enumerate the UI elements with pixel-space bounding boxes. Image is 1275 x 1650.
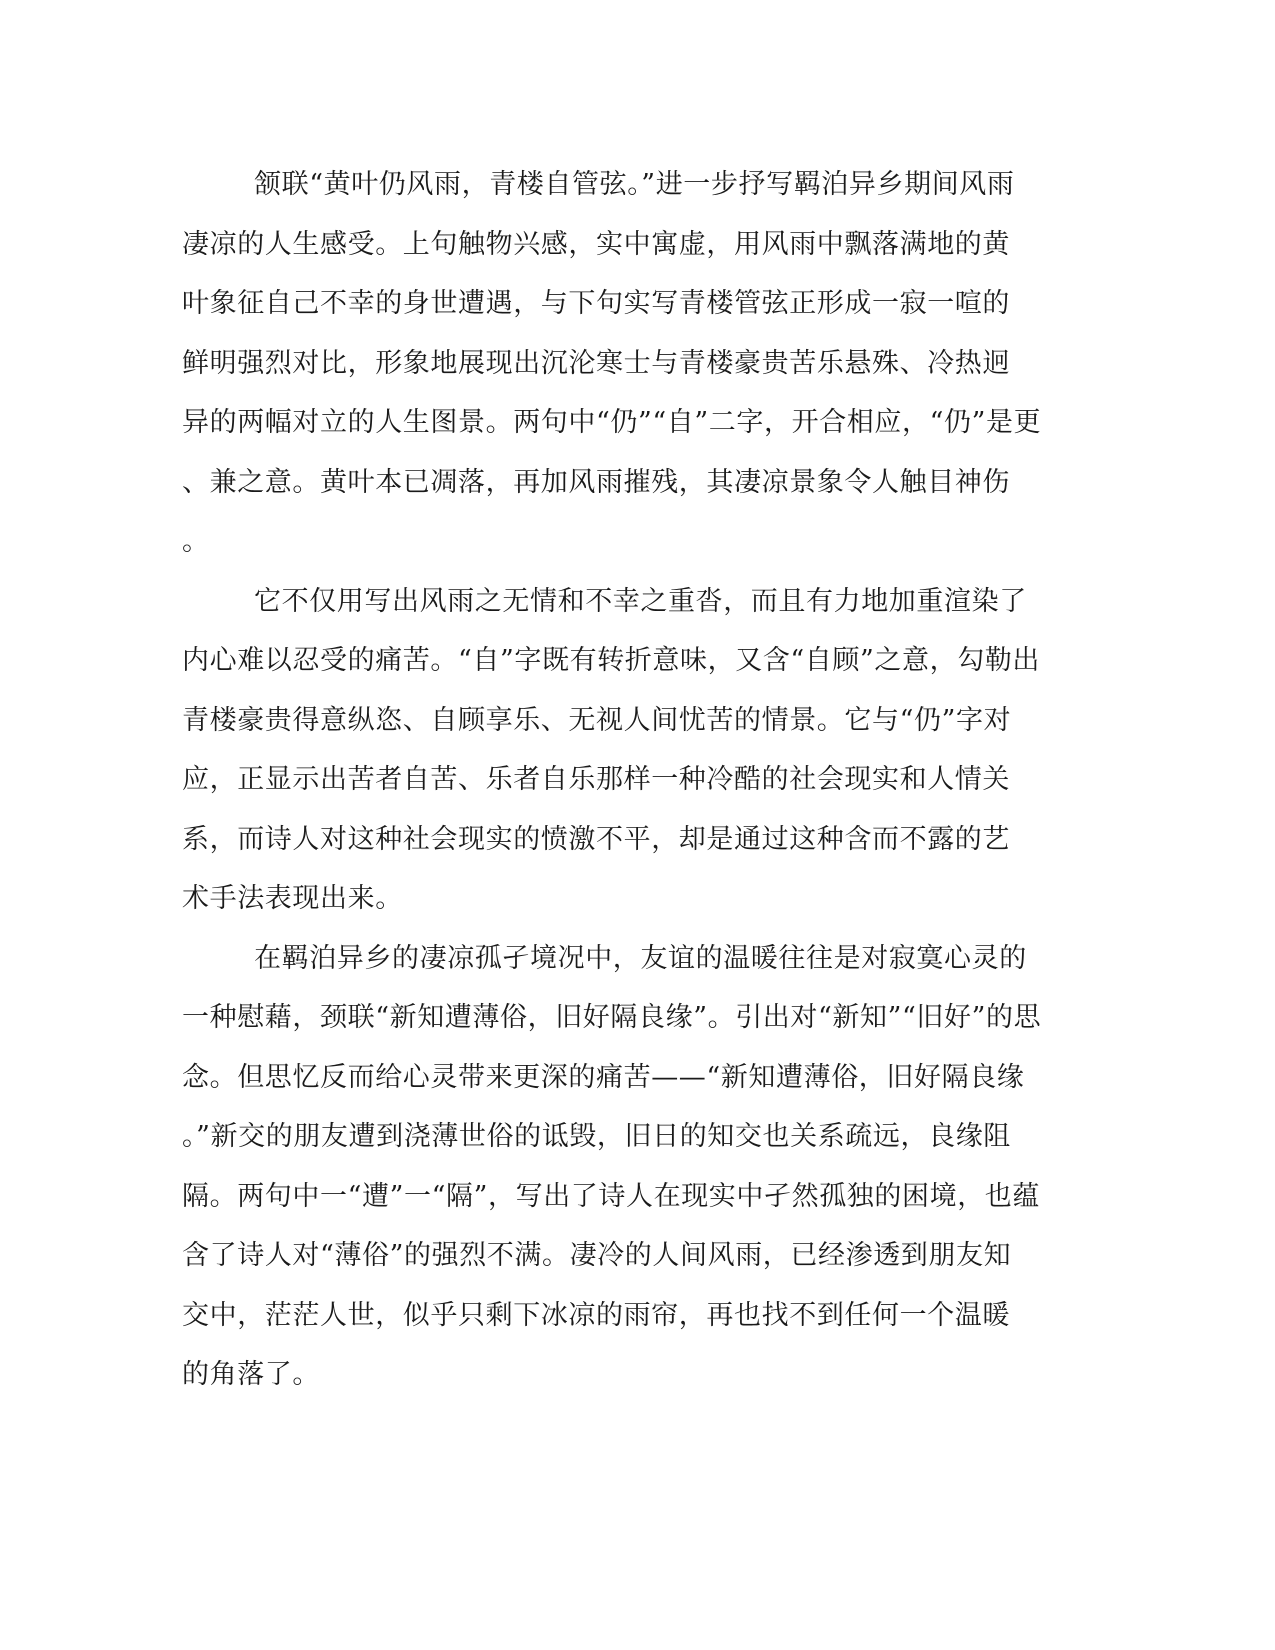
paragraph-3-line-6: 含了诗人对“薄俗”的强烈不满。凄冷的人间风雨，已经渗透到朋友知 (182, 1240, 1012, 1271)
paragraph-1-line-4: 鲜明强烈对比，形象地展现出沉沦寒士与青楼豪贵苦乐悬殊、冷热迥 (182, 347, 1010, 379)
paragraph-1-line-2: 凄凉的人生感受。上句触物兴感，实中寓虚，用风雨中飘落满地的黄 (182, 228, 1010, 260)
paragraph-1-line-7: 。 (182, 526, 210, 557)
paragraph-3-line-2: 一种慰藉，颈联“新知遭薄俗，旧好隔良缘”。引出对“新知”“旧好”的思 (182, 1002, 1042, 1033)
paragraph-2-line-1: 它不仅用写出风雨之无情和不幸之重沓，而且有力地加重渲染了 (254, 585, 1027, 617)
paragraph-3-line-8: 的角落了。 (182, 1359, 320, 1390)
paragraph-2-line-3: 青楼豪贵得意纵恣、自顾享乐、无视人间忧苦的情景。它与“仍”字对 (182, 704, 1012, 736)
paragraph-1-line-3: 叶象征自己不幸的身世遭遇，与下句实写青楼管弦正形成一寂一喧的 (182, 288, 1010, 319)
paragraph-2-line-2: 内心难以忍受的痛苦。“自”字既有转折意味，又含“自顾”之意，勾勒出 (182, 645, 1041, 676)
paragraph-2-line-6: 术手法表现出来。 (182, 883, 403, 914)
paragraph-3-line-4: 。”新交的朋友遭到浇薄世俗的诋毁，旧日的知交也关系疏远，良缘阻 (182, 1121, 1011, 1152)
paragraph-3-line-3: 念。但思忆反而给心灵带来更深的痛苦——“新知遭薄俗，旧好隔良缘 (182, 1061, 1025, 1093)
paragraph-1-line-6: 、兼之意。黄叶本已凋落，再加风雨摧残，其凄凉景象令人触目神伤 (182, 466, 1010, 498)
paragraph-3-line-1: 在羁泊异乡的凄凉孤孑境况中，友谊的温暖往往是对寂寞心灵的 (254, 942, 1027, 974)
paragraph-3-line-5: 隔。两句中一“遭”一“隔”，写出了诗人在现实中孑然孤独的困境，也蕴 (182, 1180, 1041, 1212)
paragraph-3-line-7: 交中，茫茫人世，似乎只剩下冰凉的雨帘，再也找不到任何一个温暖 (182, 1299, 1010, 1331)
paragraph-1-line-1: 颔联“黄叶仍风雨，青楼自管弦。”进一步抒写羁泊异乡期间风雨 (254, 169, 1015, 200)
paragraph-2-line-5: 系，而诗人对这种社会现实的愤激不平，却是通过这种含而不露的艺 (182, 823, 1010, 855)
paragraph-1-line-5: 异的两幅对立的人生图景。两句中“仍”“自”二字，开合相应，“仍”是更 (182, 407, 1042, 438)
paragraph-2-line-4: 应，正显示出苦者自苦、乐者自乐那样一种冷酷的社会现实和人情关 (182, 764, 1010, 795)
document-body (182, 155, 1042, 1405)
